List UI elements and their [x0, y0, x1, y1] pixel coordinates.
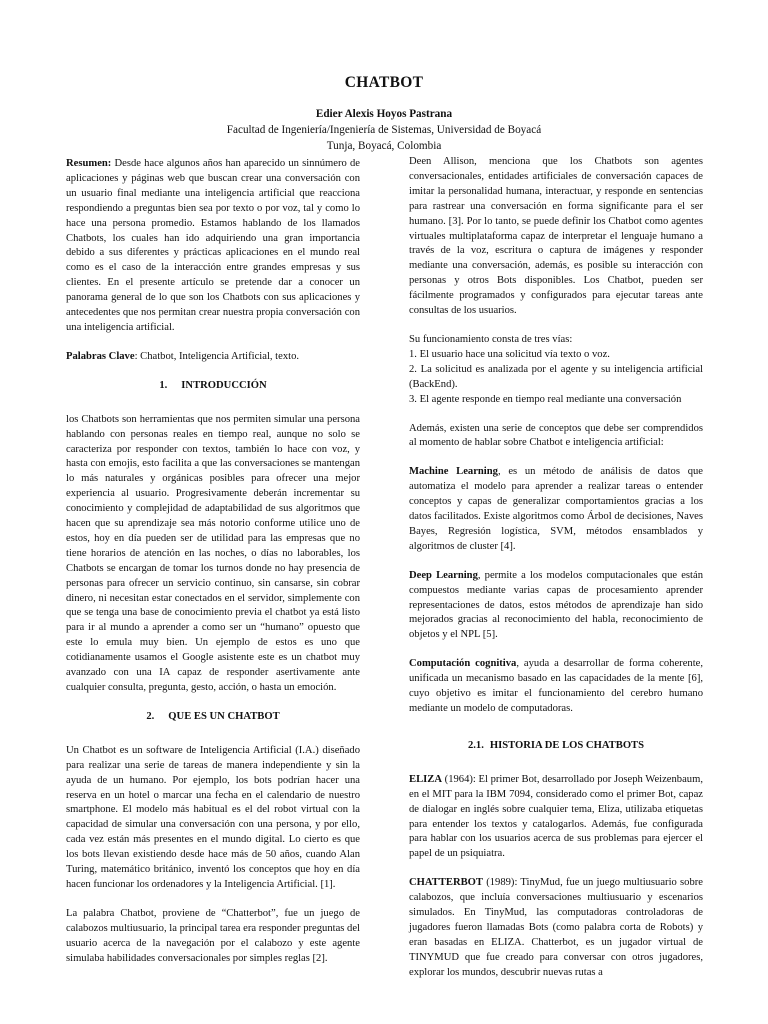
- intro-paragraph: los Chatbots son herramientas que nos permiten simular una persona hablando con personas reales en tiempo real, aunque no solo se caracteriza por responder con textos, también lo hace con voz, y hasta con emojis, esto facilita a que las conversaciones se mantengan lo más naturales y orgánicas posibles para ofrecer una mejor experiencia al usuario. Progresivamente deberán incrementar su conocimiento y complejidad de adaptabilidad de sus algoritmos que hacen que su aprendizaje sea más notorio conforme utilice uno de estos, hoy en día pueden ser de utilidad para las empresas que no tiene horarios de atención en las noches, o días no laborables, los Chatbots se encargan de tomar los turnos donde no hay presencia de personas para ofrecer un servicio continuo, sin cansarse, sin cobrar dinero, ni necesitan estar conectados en el servidor, simplemente con que se tenga una base de conocimiento previa el chatbot ya está listo para ir al mundo a aprender a como ser un “humano” opuesto que este lo emula muy bien. Un ejemplo de estos es uno que cotidianamente usamos el Google asistente este es un chatbot muy avanzado con una IA capaz de responder asertivamente ante cualquier consulta, pregunta, gesto, acción, o hasta un emoción.: [66, 413, 360, 693]
- author-block: [0, 106, 768, 154]
- deep-learning-paragraph: [409, 569, 703, 644]
- ways-list: [409, 333, 703, 408]
- term-text: , es un método de análisis de datos que automatiza el modelo para aprender a realizar tareas o entender conceptos y capas de generalizar comportamientos gracias a los datos facilitados. Existe algoritmos como Árbol de decisiones, Naves Bayes, Regresión logística, SVM, métodos ensamblados y algoritmos de cluster [4].: [409, 466, 703, 552]
- keywords-label: Palabras Clave: [66, 350, 135, 362]
- term-label: Deep Learning: [409, 569, 478, 581]
- term-text: , permite a los modelos computacionales que están compuestos mediante varias capas de procesamiento aprender representaciones de datos, estos métodos de aprendizaje han sido mejorados gracias al reconocimiento del habla, reconocimiento de objetos y el NPL [5].: [409, 569, 703, 641]
- eliza-paragraph: [409, 773, 703, 862]
- section-heading-que-es: [66, 710, 360, 725]
- section-number: 2.1.: [467, 739, 484, 751]
- keywords-text: : Chatbot, Inteligencia Artificial, texto.: [134, 350, 300, 362]
- chatbot-paragraph-1: Un Chatbot es un software de Inteligencia Artificial (I.A.) diseñado para realizar una serie de tareas de manera independiente y sin la ayuda de un humano. Por ejemplo, los bots podrían hacer una reserva en un hotel o marcar una fecha en el calendario de nuestro smartphone. El modelo más habitual es el del robot virtual con la capacidad de simular una conversación con una persona, y por ello, cada vez están más presentes en el mundo digital. Lo cierto es que los bots llevan existiendo desde hace más de 50 años, cuando Alan Turing, matemático británico, inventó los conceptos que hoy en día hacen funcionar los ordenadores y la Inteligencia Artificial. [1].: [66, 744, 360, 890]
- term-text: (1989): TinyMud, fue un juego multiusuario sobre calabozos, que incluía conversaciones multiusuario y escenarios simulados. En TinyMud, las computadoras controladoras de jugadores fueron llamadas Bots (como palabra corta de Robots) y eran basadas en ELIZA. Chatterbot, es un jugador virtual de TINYMUD que fue creado para conversar con otros jugadores, explorar los mundos, descubrir nuevas rutas a: [409, 877, 703, 978]
- section-number: 1.: [159, 379, 168, 391]
- section-heading-introduccion: [66, 379, 360, 394]
- section-title: HISTORIA DE LOS CHATBOTS: [489, 739, 645, 751]
- abstract: [66, 157, 360, 336]
- cognitive-computing-paragraph: [409, 657, 703, 717]
- right-column: [409, 155, 703, 995]
- term-label: Machine Learning: [409, 466, 498, 478]
- left-column: [66, 157, 360, 981]
- term-label: ELIZA: [409, 773, 442, 785]
- allison-paragraph: Deen Allison, menciona que los Chatbots son agentes conversacionales, entidades artificiales de conversación capaces de imitar la personalidad humana, interactuar, y responde en sentencias para rastrear una conversación en forma significante para el ser humano. [3]. Por lo tanto, se puede definir los Chatbot como agentes virtuales multiplataforma capaz de interpretar el lenguaje humano a través de la voz, escritura o captura de imágenes y responder mediante una conversación, además, es posible su interacción con personas y otros Bots disponibles. Los Chatbot, pueden ser fácilmente programados y configurados para ejecutar tareas ante consultas de los usuarios.: [409, 156, 703, 317]
- abstract-label: Resumen:: [66, 158, 112, 169]
- term-label: Computación cognitiva: [409, 658, 517, 670]
- keywords: [66, 350, 360, 365]
- section-number: 2.: [146, 710, 155, 722]
- way-item: 3. El agente responde en tiempo real mediante una conversación: [409, 393, 682, 405]
- term-text: (1964): El primer Bot, desarrollado por Joseph Weizenbaum, en el MIT para la IBM 7094, considerado como el primer Bot, capaz de dialogar en inglés sobre cualquier tema, Eliza, utilizaba etiquetas para entender los textos y catalogarlos. Además, fue configurada para hablar con los usuarios acerca de sus problemas para ejercer el papel de un psiquiatra.: [409, 773, 703, 860]
- machine-learning-paragraph: [409, 465, 703, 554]
- term-text: , ayuda a desarrollar de forma coherente, unificada un mecanismo basado en las capacidades de la mente [6], cuyo objetivo es imitar el funcionamiento del cerebro humano mediante un modelo de computadoras.: [409, 658, 703, 714]
- way-item: 2. La solicitud es analizada por el agente y su inteligencia artificial (BackEnd).: [409, 363, 703, 390]
- paper-title: CHATBOT: [344, 74, 424, 91]
- author-name: Edier Alexis Hoyos Pastrana: [315, 108, 453, 120]
- abstract-text: Desde hace algunos años han aparecido un sinnúmero de aplicaciones y páginas web que buscan crear una conversación con un usuario final mediante una inteligencia artificial que reacciona respondiendo a preguntas bien sea por texto o por voz, tal y como lo hace una persona promedio. Estamos hablando de los llamados Chatbots, los cuales han ido adquiriendo una gran importancia debido a sus diferentes y prácticas aplicaciones en el mundo real como es el caso de la interacción entre grandes empresas y sus clientes. En el presente artículo se pretende dar a conocer un panorama general de lo que son los Chatbots con sus aplicaciones y antecedentes que nos permitan crear nuestra propia conversación con una inteligencia artificial.: [66, 158, 360, 333]
- section-title: QUE ES UN CHATBOT: [168, 710, 280, 722]
- term-label: CHATTERBOT: [409, 877, 483, 889]
- section-title: INTRODUCCIÓN: [181, 379, 267, 391]
- section-heading-historia: [409, 739, 703, 754]
- location: Tunja, Boyacá, Colombia: [326, 140, 442, 152]
- affiliation: Facultad de Ingeniería/Ingeniería de Sistemas, Universidad de Boyacá: [226, 124, 542, 136]
- chatterbot-paragraph: [409, 876, 703, 980]
- chatbot-paragraph-2: La palabra Chatbot, proviene de “Chatterbot”, fue un juego de calabozos multiusuario, la principal tarea era responder preguntas del usuario acerca de la navegación por el calabozo y este agente simulaba habilidades conversacionales por simples reglas [2].: [66, 907, 360, 964]
- concepts-paragraph: Además, existen una serie de conceptos que debe ser comprendidos al momento de hablar sobre Chatbot e inteligencia artificial:: [409, 422, 703, 449]
- ways-intro: Su funcionamiento consta de tres vías:: [409, 333, 573, 345]
- way-item: 1. El usuario hace una solicitud vía texto o voz.: [409, 348, 610, 360]
